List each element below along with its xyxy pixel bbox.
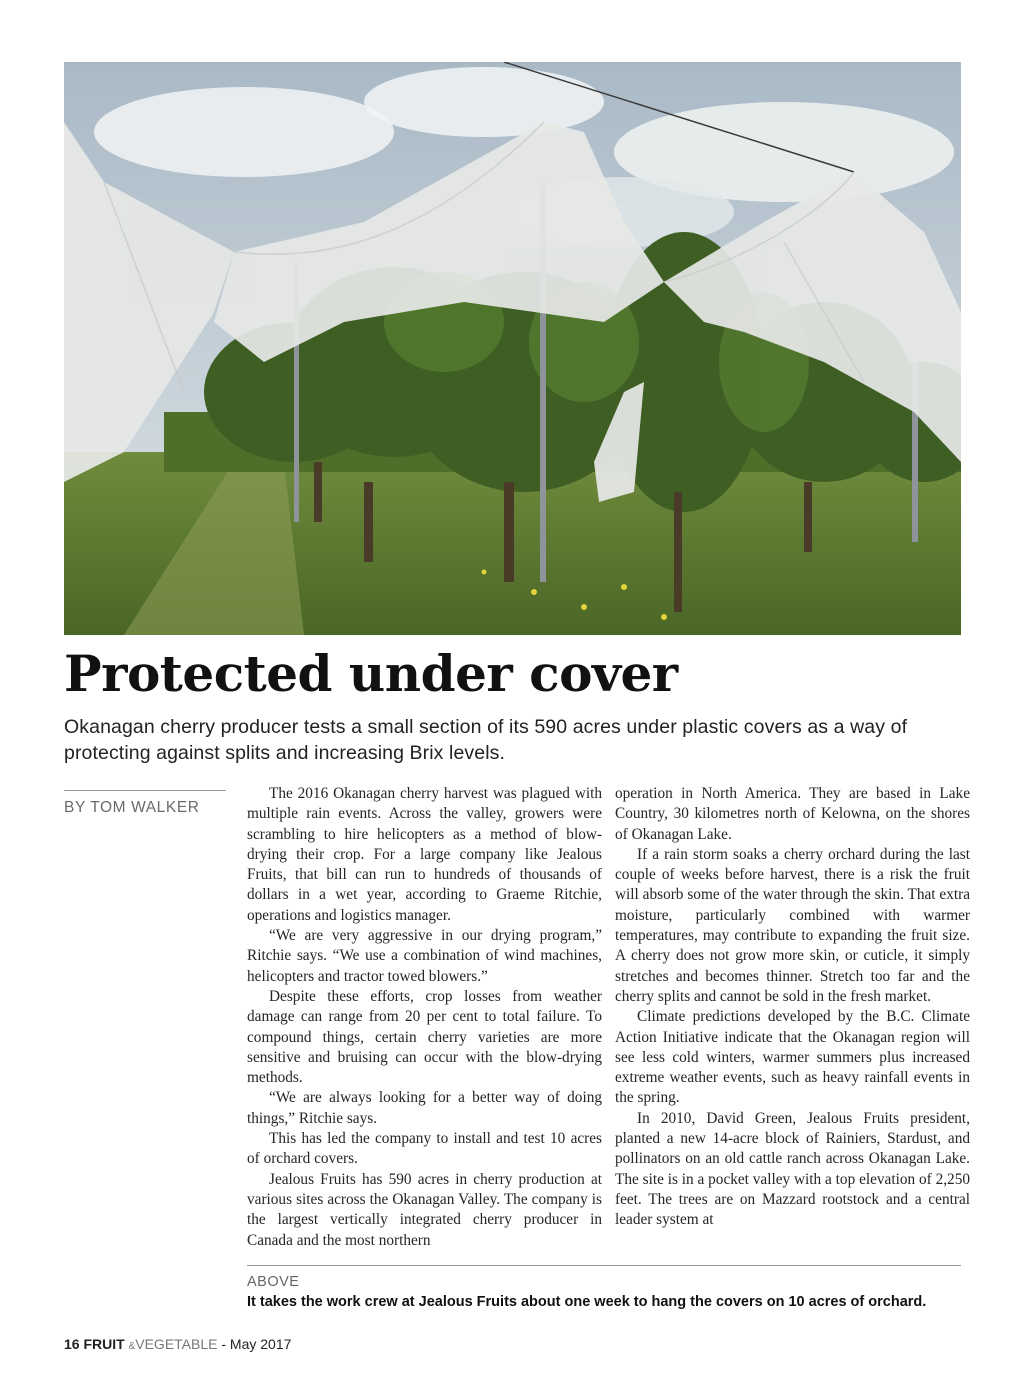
paragraph: This has led the company to install and test 10 acres of orchard covers.: [247, 1130, 602, 1168]
paragraph: Despite these efforts, crop losses from weather damage can range from 20 per cent to total failure. To compound things, certain cherry varieties are more sensitive and bruising can occur with the blow-drying methods.: [247, 987, 602, 1087]
paragraph: “We are always looking for a better way of doing things,” Ritchie says.: [247, 1089, 602, 1127]
caption-label: ABOVE: [247, 1274, 300, 1290]
issue-date: - May 2017: [217, 1336, 292, 1352]
paragraph: If a rain storm soaks a cherry orchard during the last couple of weeks before harvest, there is a risk the fruit will absorb some of the water through the skin. That extra moisture, particularly combined with warmer temperatures, may contribute to expanding the fruit size. A cherry does not grow more skin, or cuticle, it simply stretches and becomes thinner. Stretch too far and the cherry splits and cannot be sold in the fresh market.: [615, 845, 970, 1005]
orchard-photo-icon: [64, 62, 961, 635]
headline: Protected under cover: [64, 644, 678, 703]
paragraph: Jealous Fruits has 590 acres in cherry production at various sites across the Okanagan Valley. The company is the largest vertically integrated cherry producer in Canada and the most northern: [247, 1170, 602, 1249]
caption-divider: [247, 1265, 961, 1266]
paragraph-continued: operation in North America. They are based in Lake Country, 30 kilometres north of Kelowna, on the shores of Okanagan Lake.: [615, 785, 970, 843]
byline-divider: [64, 790, 226, 791]
article-column-1: [247, 784, 602, 1251]
article-column-2: [615, 784, 970, 1231]
magazine-name-fruit: FRUIT: [83, 1336, 125, 1352]
deck: Okanagan cherry producer tests a small section of its 590 acres under plastic covers as a way of protecting against splits and increasing Brix levels.: [64, 716, 908, 764]
photo-caption: It takes the work crew at Jealous Fruits about one week to hang the covers on 10 acres of orchard.: [247, 1294, 927, 1310]
byline: BY TOM WALKER: [64, 799, 200, 816]
magazine-name-amp: &: [128, 1341, 136, 1352]
paragraph: The 2016 Okanagan cherry harvest was plagued with multiple rain events. Across the valley, growers were scrambling to hire helicopters as a method of blow-drying their crop. For a large company like Jealous Fruits, that bill can run to hundreds of thousands of dollars in a wet year, according to Graeme Ritchie, operations and logistics manager.: [247, 785, 602, 924]
page-number: 16: [64, 1336, 80, 1352]
paragraph: “We are very aggressive in our drying program,” Ritchie says. “We use a combination of wind machines, helicopters and tractor towed blowers.”: [247, 927, 602, 985]
paragraph: Climate predictions developed by the B.C. Climate Action Initiative indicate that the Okanagan region will see less cold winters, warmer summers plus increased extreme weather events, such as heavy rainfall events in the spring.: [615, 1008, 970, 1107]
page-footer: [64, 1336, 291, 1352]
magazine-name-vegetable: VEGETABLE: [135, 1336, 218, 1352]
orchard-photo: [64, 62, 961, 635]
paragraph: In 2010, David Green, Jealous Fruits president, planted a new 14-acre block of Rainiers, Stardust, and pollinators on an old cattle ranch across Okanagan Lake. The site is in a pocket valley with a top elevation of 2,250 feet. The trees are on Mazzard rootstock and a central leader system at: [615, 1109, 970, 1229]
